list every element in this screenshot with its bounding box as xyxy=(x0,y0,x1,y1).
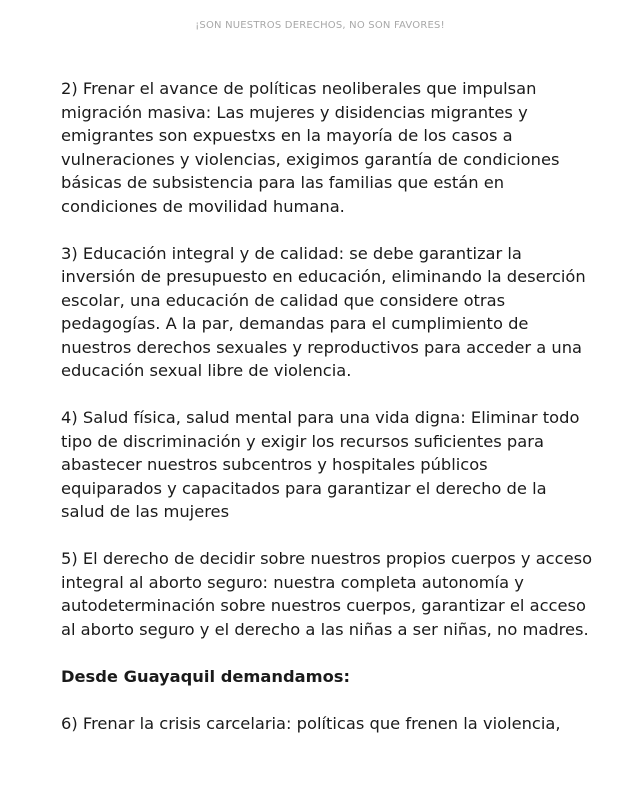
text-line: autodeterminación sobre nuestros cuerpos, garantizar el acceso xyxy=(61,596,586,615)
text-line: básicas de subsistencia para las familias que están en xyxy=(61,173,505,192)
page-header: ¡SON NUESTROS DERECHOS, NO SON FAVORES! xyxy=(195,20,445,31)
demand-paragraph-3 xyxy=(61,242,586,383)
document-body xyxy=(61,77,593,759)
text-line: al aborto seguro y el derecho a las niñas a ser niñas, no madres. xyxy=(61,619,589,639)
text-line: integral al aborto seguro: nuestra completa autonomía y xyxy=(61,572,524,592)
text-line: 5) El derecho de decidir sobre nuestros propios cuerpos y acceso xyxy=(61,549,593,568)
text-line: 3) Educación integral y de calidad: se debe garantizar la xyxy=(61,243,522,263)
text-line: emigrantes son expuestxs en la mayoría de los casos a xyxy=(61,126,513,145)
text-line: nuestros derechos sexuales y reproductivos para acceder a una xyxy=(61,337,583,357)
demand-paragraph-6 xyxy=(61,712,583,736)
text-line: condiciones de movilidad humana. xyxy=(61,196,345,216)
text-line: 2) Frenar el avance de políticas neoliberales que impulsan xyxy=(61,79,537,98)
demand-paragraph-4 xyxy=(61,406,583,524)
text-line: abastecer nuestros subcentros y hospitales públicos xyxy=(61,455,488,474)
text-line: vulneraciones y violencias, exigimos garantía de condiciones xyxy=(61,149,560,169)
text-line: tipo de discriminación y exigir los recursos suficientes para xyxy=(61,431,544,451)
text-line: escolar, una educación de calidad que considere otras xyxy=(61,290,506,310)
text-line: equiparados y capacitados para garantizar el derecho de la xyxy=(61,478,547,498)
section-heading: Desde Guayaquil demandamos: xyxy=(61,666,350,686)
text-line: educación sexual libre de violencia. xyxy=(61,361,352,380)
text-line: 6) Frenar la crisis carcelaria: políticas que frenen la violencia, xyxy=(61,713,561,733)
text-line: migración masiva: Las mujeres y disidencias migrantes y xyxy=(61,102,528,122)
text-line: 4) Salud física, salud mental para una vida digna: Eliminar todo xyxy=(61,408,580,427)
demand-paragraph-5 xyxy=(61,547,593,641)
text-line: inversión de presupuesto en educación, eliminando la deserción xyxy=(61,267,586,286)
text-line: salud de las mujeres xyxy=(61,502,230,521)
text-line: pedagogías. A la par, demandas para el cumplimiento de xyxy=(61,314,529,333)
demand-paragraph-2 xyxy=(61,77,583,218)
